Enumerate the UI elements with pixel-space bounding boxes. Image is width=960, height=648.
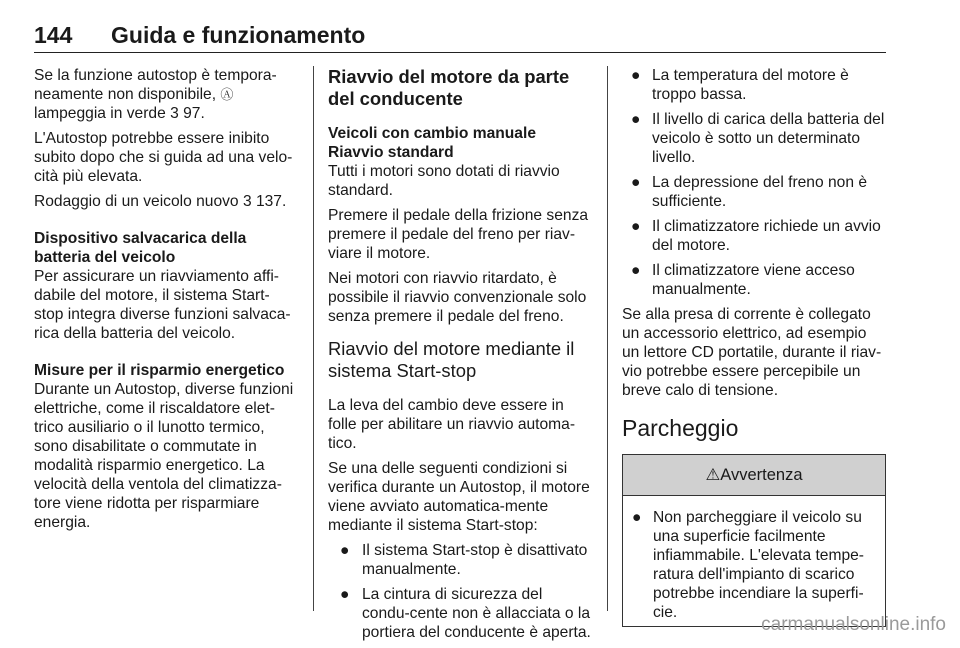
subheading: Riavvio standard xyxy=(328,144,454,161)
list-item: ● Il sistema Start-stop è disattivato manualmente. xyxy=(340,542,588,578)
bullet-icon: ● xyxy=(631,67,641,84)
column-divider xyxy=(607,66,608,611)
list-item: ● La cintura di sicurezza del condu-cente non è allacciata o la portiera del conducente è aperta. xyxy=(340,586,591,641)
chapter-heading: Parcheggio xyxy=(622,415,739,441)
paragraph: Rodaggio di un veicolo nuovo 3 137. xyxy=(34,193,287,210)
page-reference: 3 137. xyxy=(242,193,287,210)
list-item: ● Non parcheggiare il veicolo su una superficie facilmente infiammabile. L'elevata tempe-ratura dell'impianto di scarico potrebbe incendiare la superfi-cie. xyxy=(632,509,864,621)
list-item: ● Il climatizzatore viene acceso manualmente. xyxy=(631,262,855,298)
paragraph: Per assicurare un riavviamento affi-dabile del motore, il sistema Start-stop integra diverse funzioni salvaca-rica della batteria del veicolo. xyxy=(34,268,291,342)
bullet-icon: ● xyxy=(340,586,350,603)
condition-list xyxy=(328,541,592,642)
warning-header xyxy=(623,454,885,496)
warning-title: Avvertenza xyxy=(720,466,803,484)
bullet-icon: ● xyxy=(631,218,641,235)
column-divider xyxy=(313,66,314,611)
warning-body xyxy=(623,496,885,626)
paragraph: Se una delle seguenti condizioni si verifica durante un Autostop, il motore viene avviato automatica-mente mediante il sistema Start-stop: xyxy=(328,460,590,534)
column-left xyxy=(34,66,296,538)
paragraph: L'Autostop potrebbe essere inibito subito dopo che si guida ad una velo-cità più elevata. xyxy=(34,130,293,185)
condition-list xyxy=(622,66,886,299)
column-middle xyxy=(328,66,592,648)
bullet-icon: ● xyxy=(631,174,641,191)
column-right xyxy=(622,66,886,627)
warning-icon: ⚠ xyxy=(705,466,721,484)
list-item: ● La depressione del freno non è sufficiente. xyxy=(631,174,868,210)
paragraph: La leva del cambio deve essere in folle per abilitare un riavvio automa-tico. xyxy=(328,397,576,452)
list-item: ● Il climatizzatore richiede un avvio del motore. xyxy=(631,218,881,254)
subheading: Veicoli con cambio manuale xyxy=(328,125,536,142)
subheading: Dispositivo salvacarica della batteria del veicolo xyxy=(34,230,247,266)
paragraph: Nei motori con riavvio ritardato, è possibile il riavvio convenzionale solo senza premere il pedale del freno. xyxy=(328,270,587,325)
chapter-title: Guida e funzionamento xyxy=(111,22,366,48)
watermark: carmanualsonline.info xyxy=(761,614,946,635)
page-header xyxy=(34,22,886,53)
page-reference: 3 97. xyxy=(170,105,205,122)
paragraph: Premere il pedale della frizione senza premere il pedale del freno per riav-viare il motore. xyxy=(328,207,589,262)
bullet-icon: ● xyxy=(340,542,350,559)
bullet-icon: ● xyxy=(631,111,641,128)
paragraph: Tutti i motori sono dotati di riavvio standard. xyxy=(328,163,560,199)
list-item: ● La temperatura del motore è troppo bassa. xyxy=(631,67,849,103)
subheading: Misure per il risparmio energetico xyxy=(34,362,285,379)
paragraph: Se alla presa di corrente è collegato un accessorio elettrico, ad esempio un lettore CD portatile, durante il riav-vio potrebbe essere percepibile un breve calo di tensione. xyxy=(622,306,882,399)
page-number: 144 xyxy=(34,22,73,48)
autostop-icon: Ⓐ xyxy=(220,87,234,102)
section-heading: Riavvio del motore da parte del conducente xyxy=(328,66,570,109)
list-item: ● Il livello di carica della batteria del veicolo è sotto un determinato livello. xyxy=(631,111,885,166)
bullet-icon: ● xyxy=(632,509,642,526)
bullet-icon: ● xyxy=(631,262,641,279)
warning-box xyxy=(622,454,886,627)
paragraph: Durante un Autostop, diverse funzioni elettriche, come il riscaldatore elet-trico ausiliario o il lunotto termico, sono disabilitate o commutate in modalità risparmio energetico. La velocità della ventola del climatizza-tore viene ridotta per risparmiare energia. xyxy=(34,381,294,531)
paragraph: Se la funzione autostop è tempora-neamente non disponibile, Ⓐ lampeggia in verde 3 97. xyxy=(34,67,277,122)
section-heading: Riavvio del motore mediante il sistema Start-stop xyxy=(328,338,575,381)
